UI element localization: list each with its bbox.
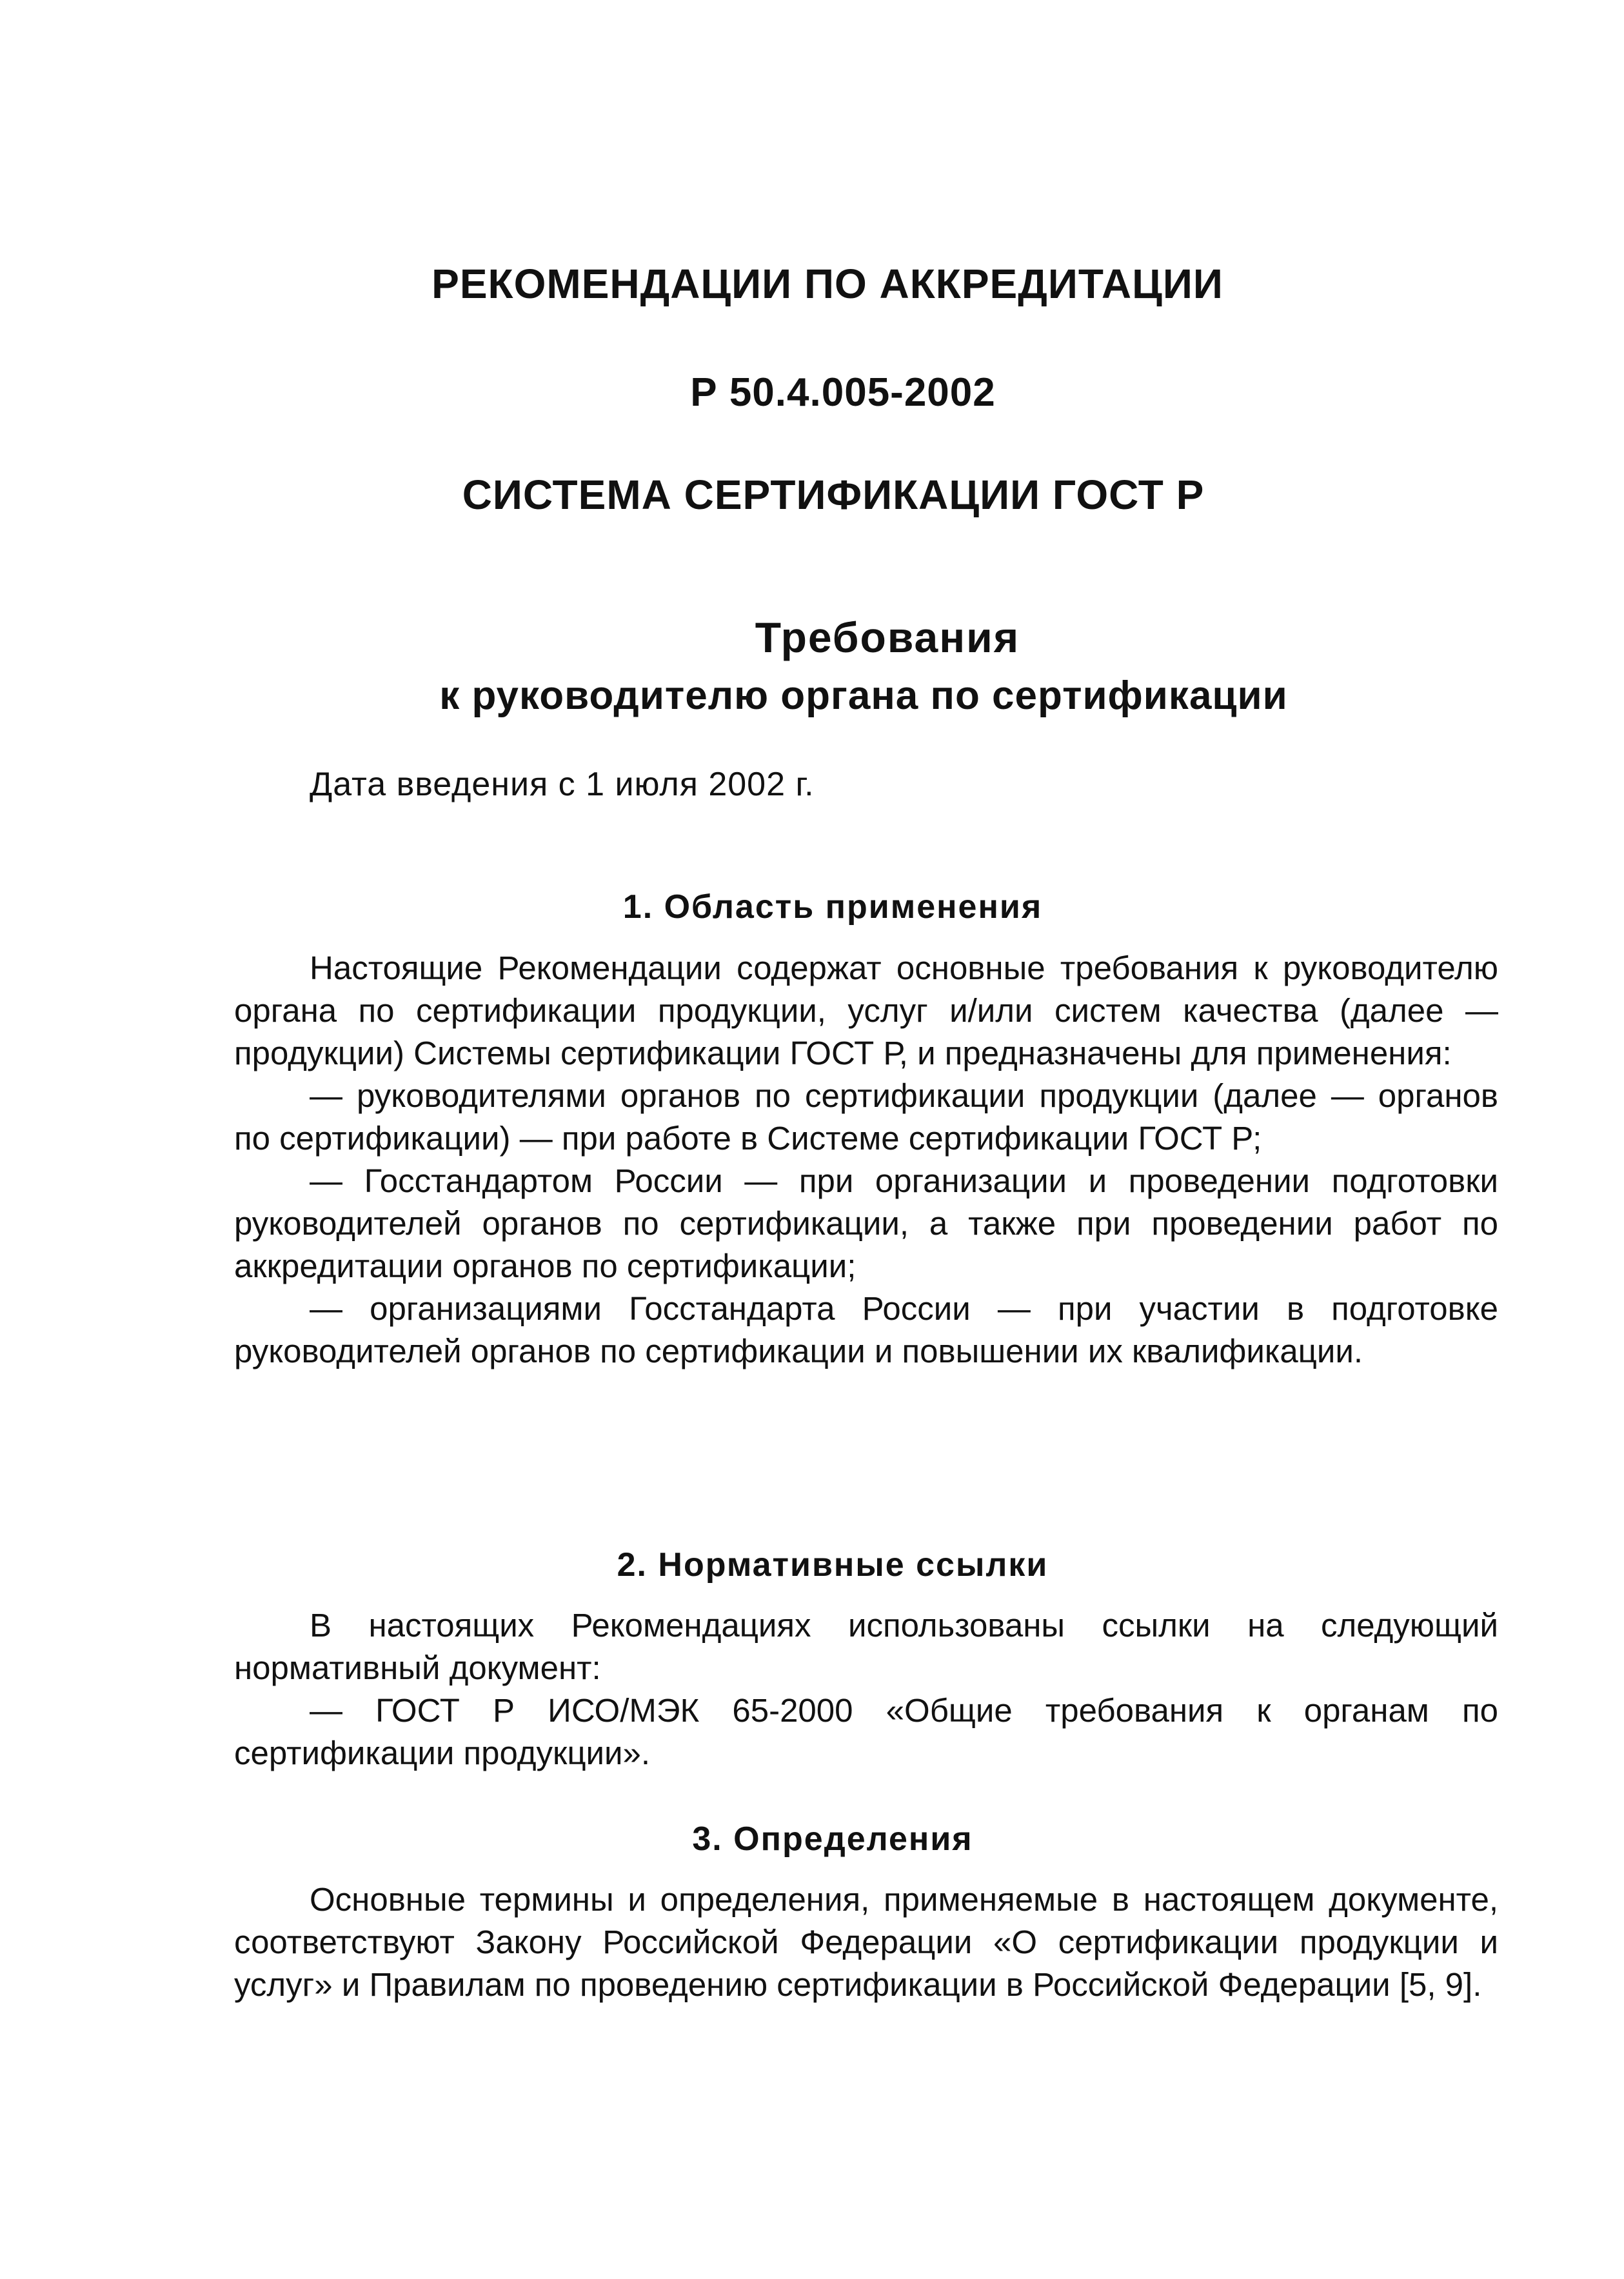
certification-system-heading: СИСТЕМА СЕРТИФИКАЦИИ ГОСТ Р <box>462 472 1205 518</box>
section-title-scope: 1. Область применения <box>622 888 1043 926</box>
paragraph: — организациями Госстандарта России — при участии в подготовке руководителей органов по сертификации и повышении их квалификации. <box>234 1290 1498 1369</box>
paragraph: — Госстандартом России — при организации и проведении подготовки руководителей органов по сертификации, а также при проведении работ по аккредитации органов по сертификации; <box>234 1162 1498 1284</box>
section-title-references: 2. Нормативные ссылки <box>617 1546 1049 1584</box>
effective-date: Дата введения с 1 июля 2002 г. <box>310 766 815 803</box>
section-references-body <box>234 1604 1498 1775</box>
section-scope-body <box>234 947 1498 1373</box>
paragraph: — руководителями органов по сертификации продукции (далее — органов по сертификации) — при работе в Системе сертификации ГОСТ Р; <box>234 1077 1498 1157</box>
subtitle-line-2: к руководителю органа по сертификации <box>439 673 1288 718</box>
section-definitions-body <box>234 1878 1498 2006</box>
paragraph: Основные термины и определения, применяемые в настоящем документе, соответствуют Закону Российской Федерации «О сертификации продукции и услуг» и Правилам по проведению сертификации в Российской Федерации [5, 9]. <box>234 1881 1498 2003</box>
section-title-definitions: 3. Определения <box>692 1820 973 1858</box>
paragraph: В настоящих Рекомендациях использованы ссылки на следующий нормативный документ: <box>234 1607 1498 1686</box>
subtitle-line-1: Требования <box>755 613 1020 661</box>
paragraph: Настоящие Рекомендации содержат основные требования к руководителю органа по сертификации продукции, услуг и/или систем качества (далее — продукции) Системы сертификации ГОСТ Р, и предназначены для применения: <box>234 950 1498 1071</box>
paragraph: — ГОСТ Р ИСО/МЭК 65-2000 «Общие требования к органам по сертификации продукции». <box>234 1692 1498 1771</box>
document-series-heading: РЕКОМЕНДАЦИИ ПО АККРЕДИТАЦИИ <box>431 261 1223 307</box>
document-code: Р 50.4.005-2002 <box>690 370 996 415</box>
